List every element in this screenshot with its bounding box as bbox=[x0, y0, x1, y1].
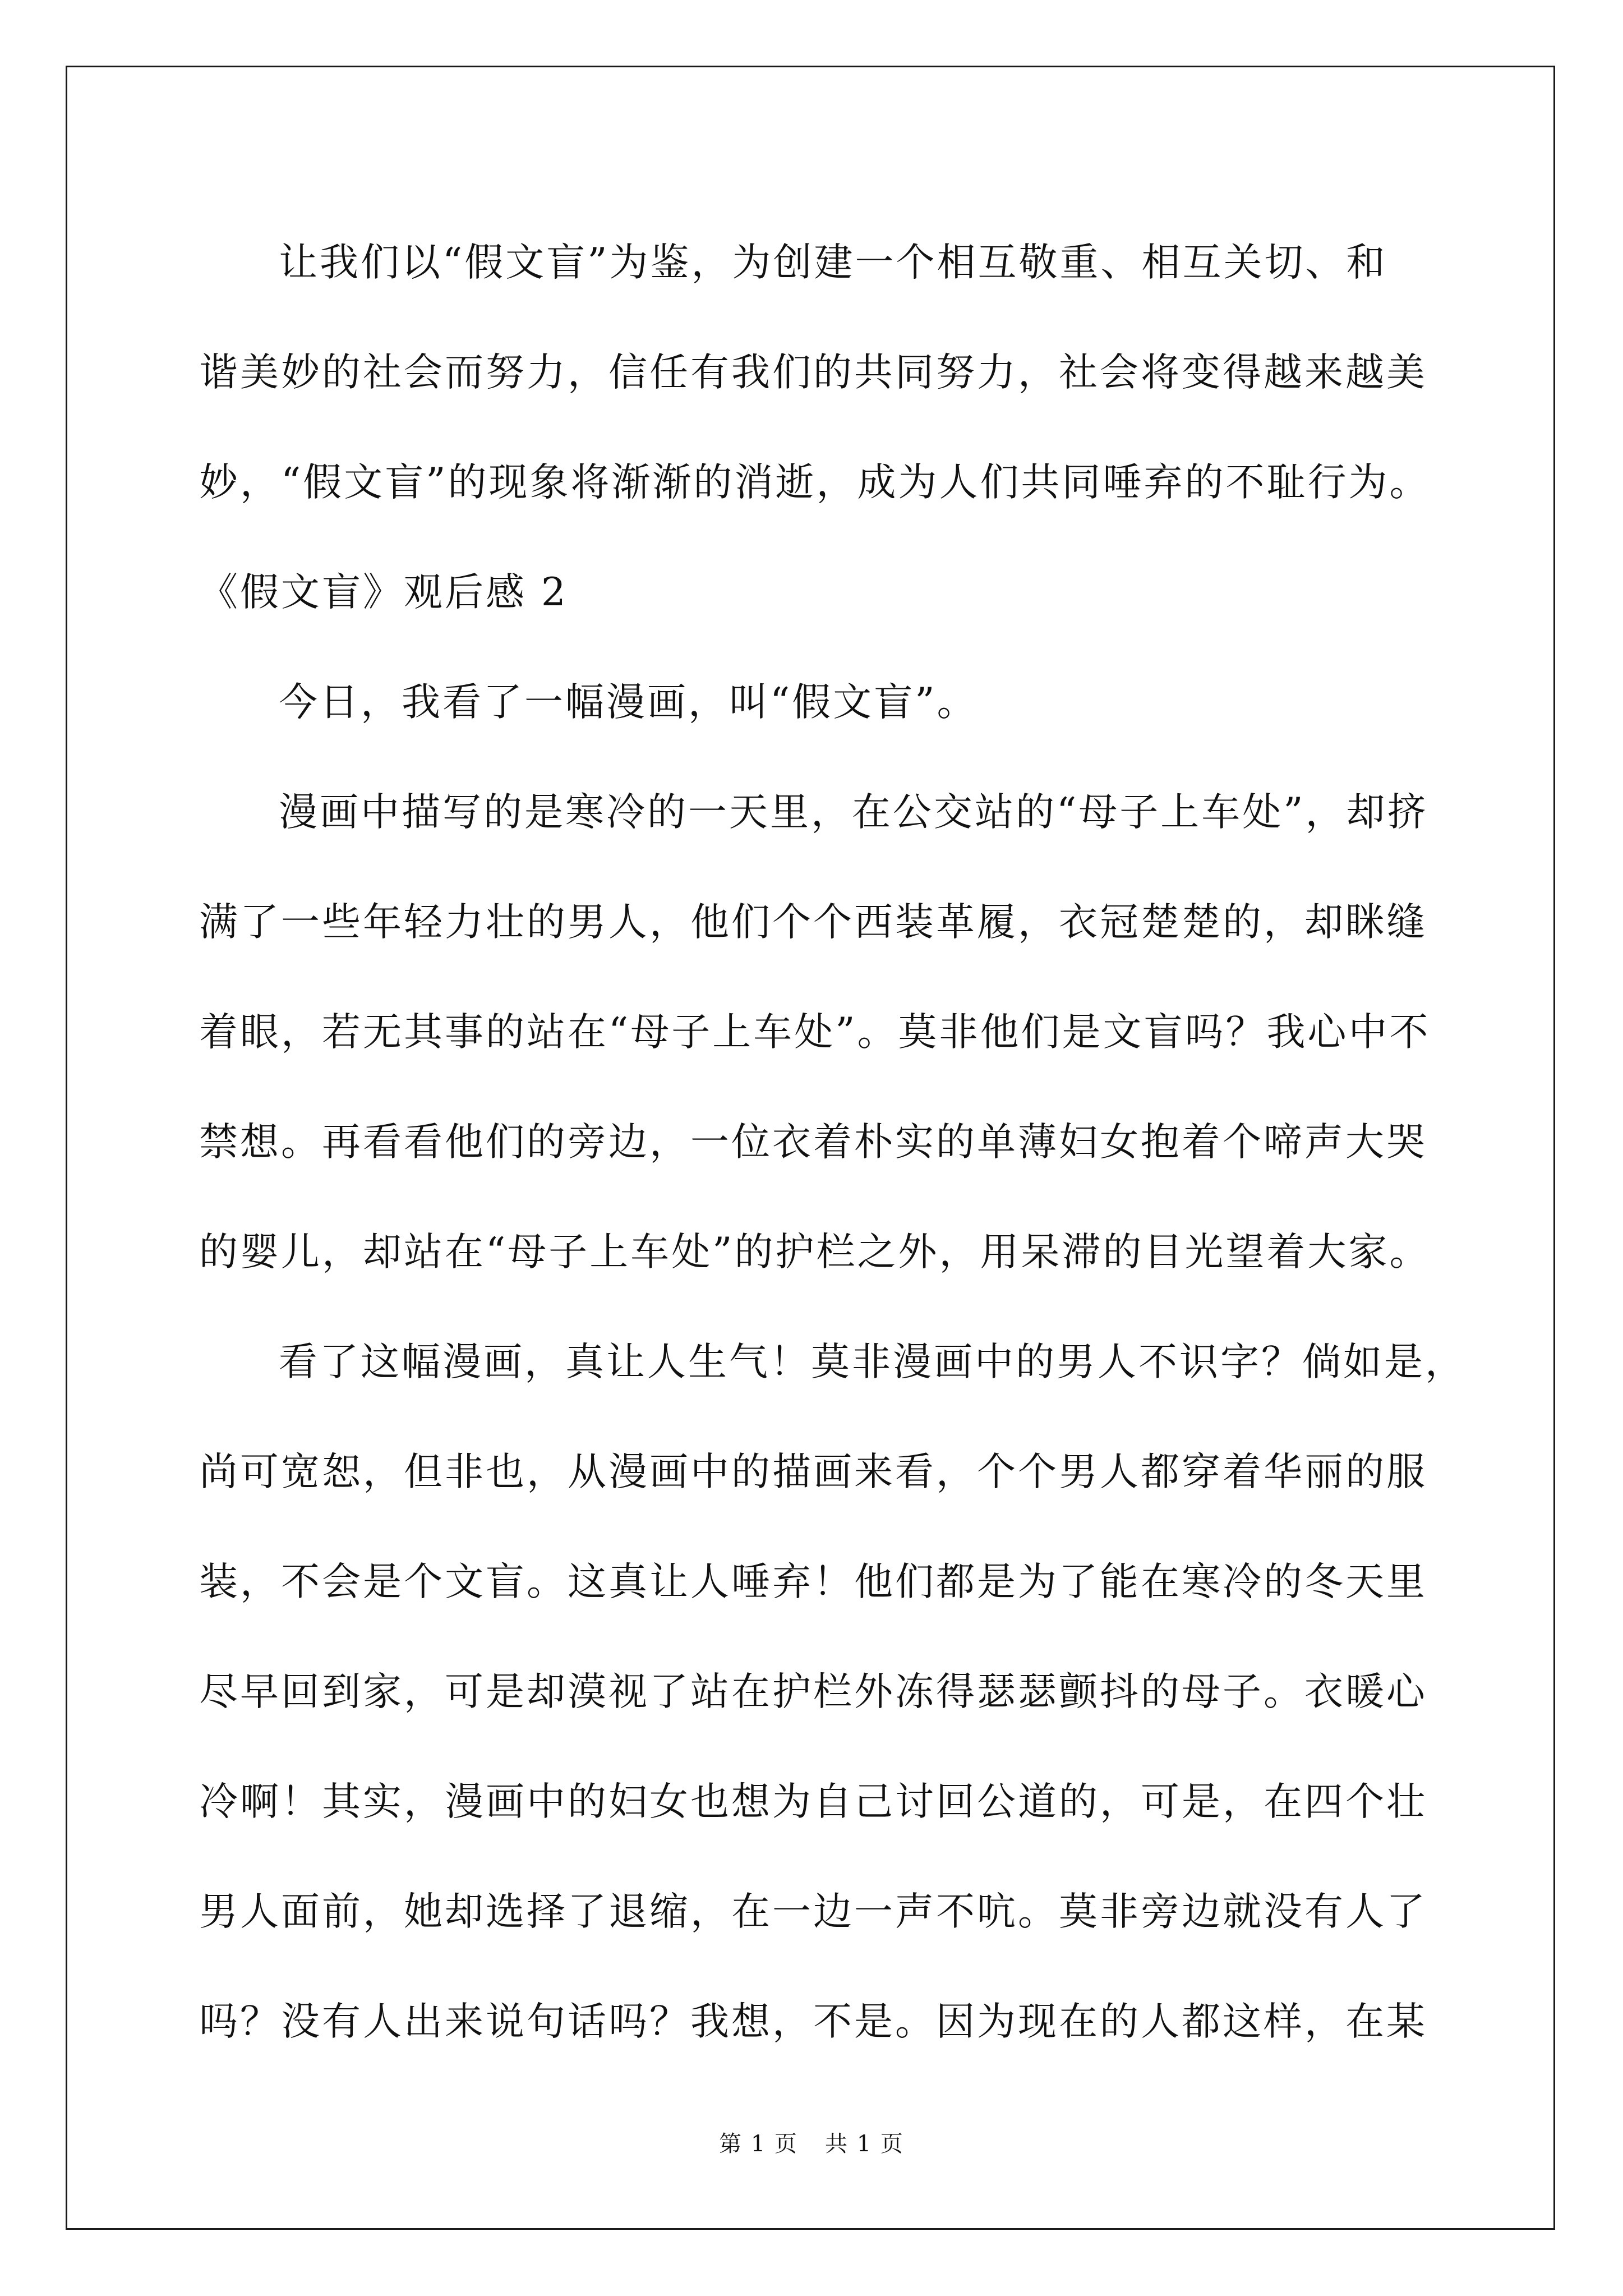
text-line: 尽早回到家，可是却漠视了站在护栏外冻得瑟瑟颤抖的母子。衣暖心 bbox=[199, 1669, 1427, 1714]
page-number-total: 共 1 页 bbox=[825, 2131, 904, 2157]
text-line: 男人面前，她却选择了退缩，在一边一声不吭。莫非旁边就没有人了 bbox=[199, 1889, 1427, 1934]
document-body bbox=[199, 208, 1466, 2077]
text-line: 着眼，若无其事的站在“母子上车处”。莫非他们是文盲吗？我心中不 bbox=[199, 1010, 1431, 1055]
section-title: 《假文盲》观后感 2 bbox=[199, 570, 568, 615]
text-line: 看了这幅漫画，真让人生气！莫非漫画中的男人不识字？倘如是， bbox=[279, 1340, 1466, 1384]
text-line: 妙，“假文盲”的现象将渐渐的消逝，成为人们共同唾弃的不耻行为。 bbox=[199, 460, 1431, 505]
text-line: 尚可宽恕，但非也，从漫画中的描画来看，个个男人都穿着华丽的服 bbox=[199, 1450, 1427, 1494]
text-line: 满了一些年轻力壮的男人，他们个个西装革履，衣冠楚楚的，却眯缝 bbox=[199, 900, 1427, 945]
text-line: 冷啊！其实，漫画中的妇女也想为自己讨回公道的，可是，在四个壮 bbox=[199, 1779, 1427, 1824]
text-line: 让我们以“假文盲”为鉴，为创建一个相互敬重、相互关切、和 bbox=[279, 240, 1387, 285]
page-number-current: 第 1 页 bbox=[719, 2131, 798, 2157]
text-line: 禁想。再看看他们的旁边，一位衣着朴实的单薄妇女抱着个啼声大哭 bbox=[199, 1120, 1427, 1165]
text-line: 吗？没有人出来说句话吗？我想，不是。因为现在的人都这样，在某 bbox=[199, 1999, 1427, 2044]
text-line: 今日，我看了一幅漫画，叫“假文盲”。 bbox=[279, 680, 978, 725]
text-line: 的婴儿，却站在“母子上车处”的护栏之外，用呆滞的目光望着大家。 bbox=[199, 1230, 1431, 1274]
text-line: 装，不会是个文盲。这真让人唾弃！他们都是为了能在寒冷的冬天里 bbox=[199, 1559, 1427, 1604]
text-line: 漫画中描写的是寒冷的一天里，在公交站的“母子上车处”，却挤 bbox=[279, 790, 1428, 835]
text-line: 谐美妙的社会而努力，信任有我们的共同努力，社会将变得越来越美 bbox=[199, 350, 1427, 395]
page-footer bbox=[0, 2126, 1623, 2158]
